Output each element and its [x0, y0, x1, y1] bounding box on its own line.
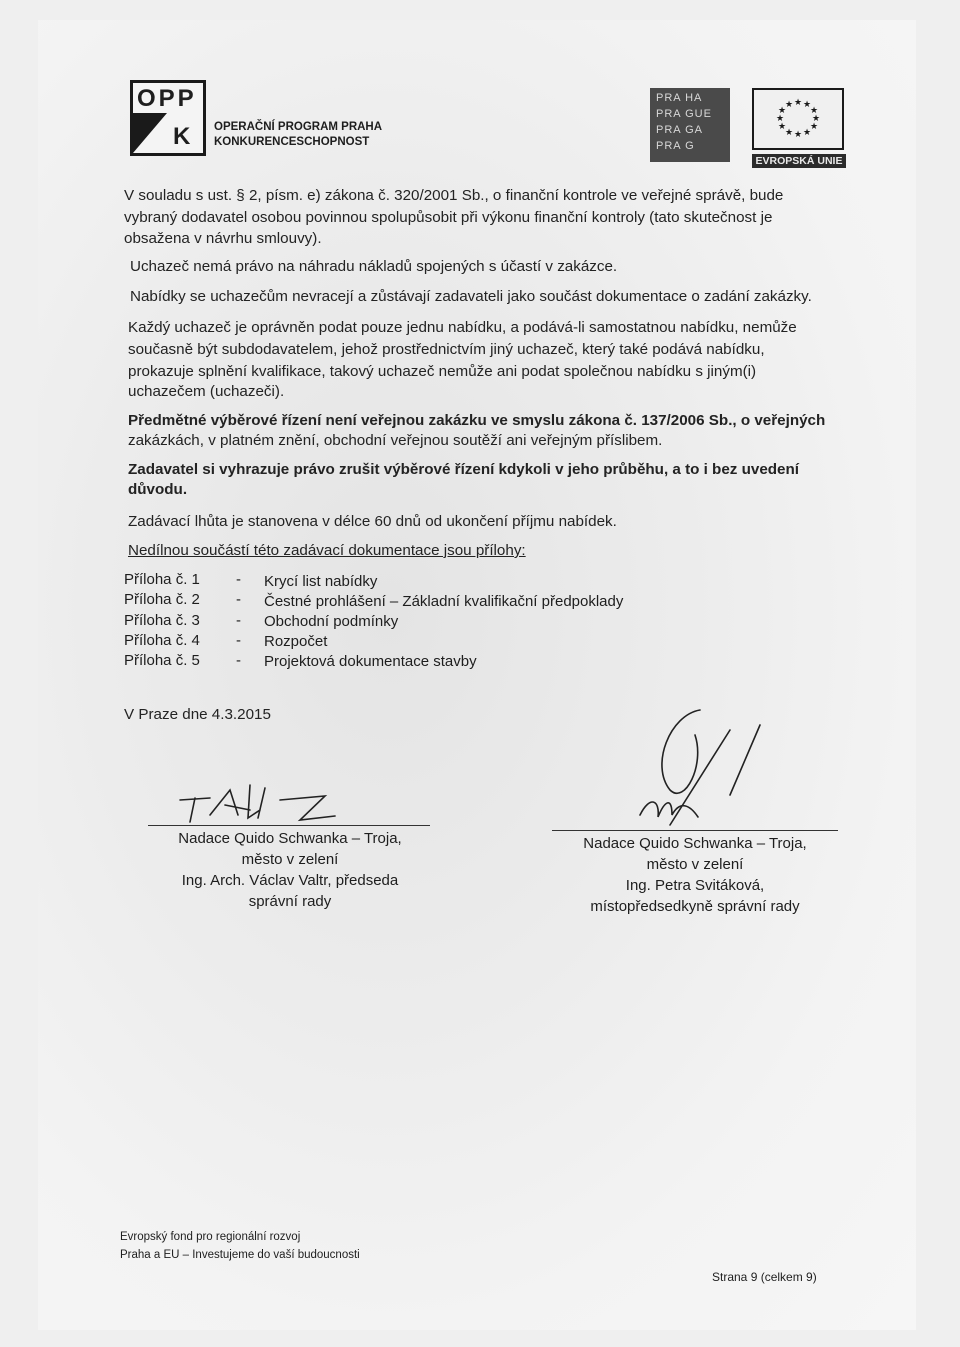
left-signatory-line-1: Nadace Quido Schwanka – Troja, — [178, 830, 402, 847]
svg-text:★: ★ — [811, 114, 821, 124]
left-signature-line — [148, 825, 430, 826]
program-name — [214, 120, 382, 150]
praha-logo-row-2: PRA GUE — [656, 108, 712, 120]
paragraph-6-line-1: Zadavatel si vyhrazuje právo zrušit výběrové řízení kdykoli v jeho průběhu, a to i bez uvedení — [128, 461, 799, 478]
paragraph-4-line-1: Každý uchazeč je oprávněn podat pouze jednu nabídku, a podává-li samostatnou nabídku, nemůže — [128, 319, 797, 336]
right-signatory-line-1: Nadace Quido Schwanka – Troja, — [583, 835, 807, 852]
left-signatory-line-4: správní rady — [248, 893, 332, 910]
svg-text:★: ★ — [809, 122, 819, 132]
svg-text:★: ★ — [784, 100, 794, 110]
attachment-label: Příloha č. 1 — [124, 571, 200, 588]
opp-logo-top: OPP — [137, 85, 197, 112]
eu-stars-icon — [754, 90, 842, 148]
paragraph-3: Nabídky se uchazečům nevracejí a zůstávají zadavateli jako součást dokumentace o zadání zakázky. — [130, 288, 812, 305]
paragraph-4-line-3: prokazuje splnění kvalifikace, takový uchazeč nemůže ani podat společnou nabídku s jiným(i) — [128, 363, 757, 380]
paragraph-4-line-4: uchazečem (uchazeči). — [128, 383, 285, 400]
left-signatory-line-3: Ing. Arch. Václav Valtr, předseda — [181, 872, 399, 889]
eu-flag-icon — [752, 88, 844, 150]
attachment-dash: - — [236, 632, 241, 649]
praha-logo — [650, 88, 730, 162]
svg-text:★: ★ — [777, 106, 787, 116]
attachment-title: Rozpočet — [264, 633, 328, 650]
attachment-dash: - — [236, 591, 241, 608]
paragraph-2: Uchazeč nemá právo na náhradu nákladů spojených s účastí v zakázce. — [130, 258, 618, 275]
attachment-title: Čestné prohlášení – Základní kvalifikační předpoklady — [264, 593, 624, 610]
left-signature-icon — [150, 760, 400, 830]
opp-logo-mark — [130, 80, 206, 156]
paragraph-5-rest: zakázkách, v platném znění, obchodní veřejnou soutěží ani veřejným příslibem. — [128, 432, 663, 449]
paragraph-7: Zadávací lhůta je stanovena v délce 60 dnů od ukončení příjmu nabídek. — [128, 513, 617, 530]
program-name-line2: KONKURENCESCHOPNOST — [214, 136, 370, 148]
footer-line-2: Praha a EU – Investujeme do vaší budoucnosti — [120, 1249, 360, 1261]
paragraph-5-bold: Předmětné výběrové řízení není veřejnou zakázku ve smyslu zákona č. 137/2006 Sb., o veřejných — [128, 412, 826, 429]
praha-logo-row-3: PRA GA — [656, 124, 703, 136]
svg-text:★: ★ — [802, 100, 812, 110]
right-signatory-line-3: Ing. Petra Svitáková, — [625, 877, 765, 894]
right-signature-line — [552, 830, 838, 831]
paragraph-1-line-2: vybraný dodavatel osobou povinnou spolupůsobit při výkonu finanční kontroly (tato skutečnost je — [124, 209, 773, 226]
attachment-title: Krycí list nabídky — [264, 573, 378, 590]
svg-text:★: ★ — [784, 128, 794, 138]
paragraph-1-line-3: obsažena v návrhu smlouvy). — [124, 230, 322, 247]
svg-text:★: ★ — [809, 106, 819, 116]
attachment-label: Příloha č. 4 — [124, 632, 200, 649]
svg-text:★: ★ — [793, 98, 803, 108]
attachment-label: Příloha č. 3 — [124, 612, 200, 629]
left-signatory — [150, 828, 430, 912]
footer-funding — [120, 1228, 360, 1264]
right-signature-icon — [610, 705, 790, 830]
svg-text:★: ★ — [802, 128, 812, 138]
program-name-line1: OPERAČNÍ PROGRAM PRAHA — [214, 121, 383, 133]
svg-text:★: ★ — [775, 114, 785, 124]
attachment-label: Příloha č. 2 — [124, 591, 200, 608]
right-signatory — [550, 833, 840, 917]
place-and-date: V Praze dne 4.3.2015 — [124, 706, 271, 723]
attachments-heading: Nedílnou součástí této zadávací dokumentace jsou přílohy: — [128, 542, 526, 559]
right-signatory-line-4: místopředsedkyně správní rady — [590, 898, 800, 915]
eu-caption: EVROPSKÁ UNIE — [752, 154, 846, 168]
left-signatory-line-2: město v zelení — [241, 851, 339, 868]
paragraph-1-line-1: V souladu s ust. § 2, písm. e) zákona č. 320/2001 Sb., o finanční kontrole ve veřejné správě, bude — [124, 187, 784, 204]
attachment-title: Projektová dokumentace stavby — [264, 653, 477, 670]
praha-logo-row-4: PRA G — [656, 140, 695, 152]
opp-logo-triangle — [133, 113, 167, 153]
attachment-title: Obchodní podmínky — [264, 613, 399, 630]
right-signatory-line-2: město v zelení — [646, 856, 744, 873]
attachment-dash: - — [236, 652, 241, 669]
opp-logo-k: K — [173, 123, 191, 150]
praha-logo-row-1: PRA HA — [656, 92, 703, 104]
attachment-label: Příloha č. 5 — [124, 652, 200, 669]
paragraph-4-line-2: současně být subdodavatelem, jehož prostřednictvím jiný uchazeč, který také podává nabídku, — [128, 341, 765, 358]
footer-line-1: Evropský fond pro regionální rozvoj — [120, 1231, 301, 1243]
paragraph-6-line-2: důvodu. — [128, 481, 188, 498]
page-number: Strana 9 (celkem 9) — [712, 1270, 817, 1284]
attachment-dash: - — [236, 612, 241, 629]
svg-text:★: ★ — [793, 130, 803, 140]
attachment-dash: - — [236, 571, 241, 588]
svg-text:★: ★ — [777, 122, 787, 132]
